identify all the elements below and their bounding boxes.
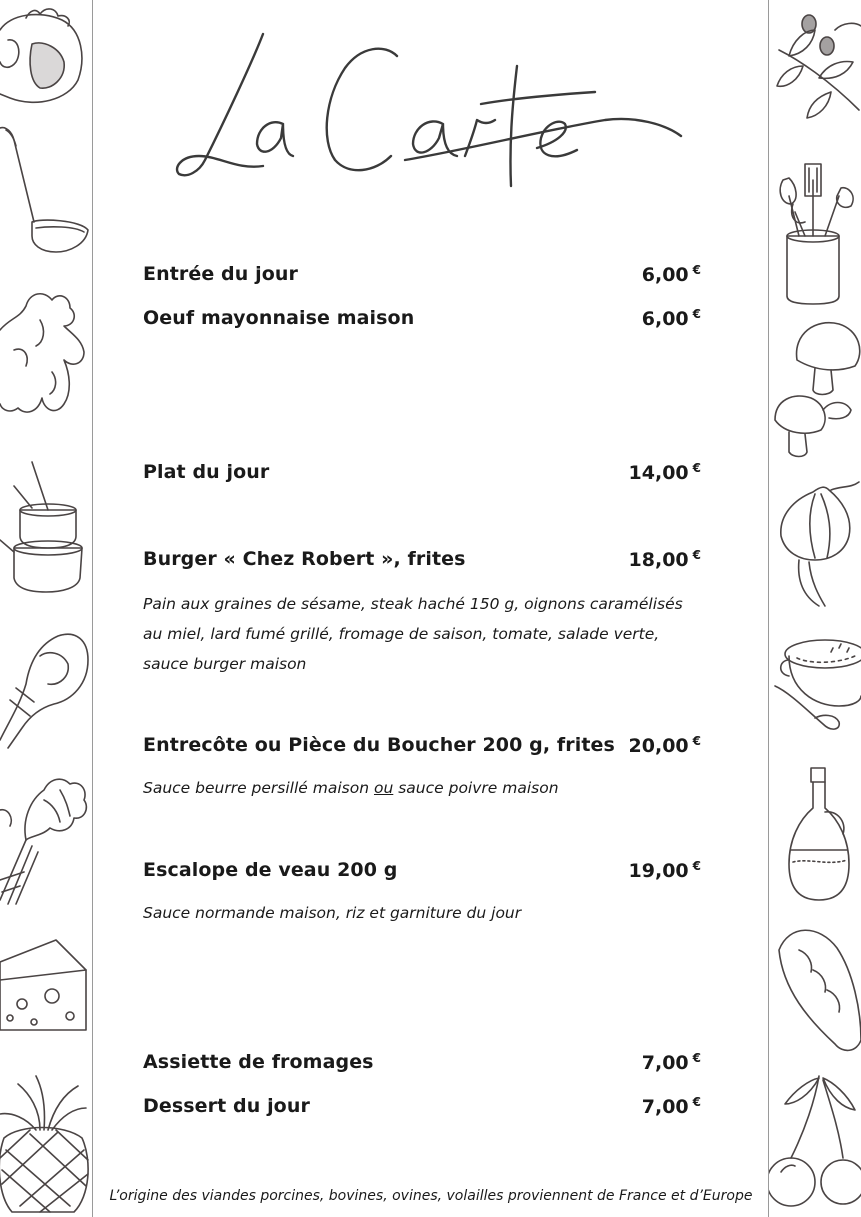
item-price: [629, 548, 701, 571]
left-illustration-rail: [0, 0, 92, 1217]
item-name: Escalope de veau 200 g: [143, 859, 398, 881]
item-price: [642, 307, 701, 330]
price-value: 18,00: [628, 549, 689, 571]
ladle-icon: [0, 128, 88, 252]
left-border-line: [92, 0, 93, 1217]
meat-chop-icon: [0, 634, 88, 748]
item-name: Plat du jour: [143, 461, 270, 483]
item-description: [143, 773, 723, 803]
oil-bottle-icon: [789, 768, 849, 900]
item-description: Sauce normande maison, riz et garniture du jour: [143, 904, 522, 922]
price-value: 7,00: [641, 1096, 689, 1118]
parsley-icon: [0, 779, 86, 904]
currency-symbol: €: [692, 1095, 701, 1109]
description-line: Pain aux graines de sésame, steak haché 150 g, oignons caramélisés: [143, 595, 683, 613]
origin-footnote: L’origine des viandes porcines, bovines, ovines, volailles proviennent de France et d’Europe: [109, 1188, 753, 1204]
price-value: 20,00: [628, 735, 689, 757]
price-value: 19,00: [628, 860, 689, 882]
item-price: [629, 461, 701, 484]
pineapple-icon: [0, 1076, 88, 1212]
currency-symbol: €: [692, 1051, 701, 1065]
description-underlined-word: ou: [373, 779, 394, 797]
right-border-line: [768, 0, 769, 1217]
price-value: 6,00: [641, 264, 689, 286]
olive-branch-icon: [777, 15, 861, 118]
price-value: 7,00: [641, 1052, 689, 1074]
title-script-lettering: [165, 20, 685, 200]
currency-symbol: €: [692, 548, 701, 562]
item-price: [629, 859, 701, 882]
item-price: [629, 734, 701, 757]
description-line: au miel, lard fumé grillé, fromage de saison, tomate, salade verte,: [143, 625, 660, 643]
item-description: [143, 589, 723, 679]
currency-symbol: €: [692, 263, 701, 277]
mushrooms-icon: [775, 323, 860, 457]
price-value: 6,00: [641, 308, 689, 330]
right-illustration-rail: [769, 0, 861, 1217]
currency-symbol: €: [692, 734, 701, 748]
item-price: [642, 1095, 701, 1118]
cherries-icon: [769, 1076, 861, 1206]
item-price: [642, 263, 701, 286]
garlic-icon: [781, 482, 859, 606]
currency-symbol: €: [692, 307, 701, 321]
ginger-icon: [0, 294, 84, 412]
item-name: Entrée du jour: [143, 263, 298, 285]
cooking-pots-icon: [0, 462, 82, 592]
cheese-icon: [0, 940, 86, 1030]
item-name: Entrecôte ou Pièce du Boucher 200 g, frites: [143, 734, 615, 756]
description-line: sauce burger maison: [143, 655, 307, 673]
currency-symbol: €: [692, 461, 701, 475]
bread-loaf-icon: [779, 930, 861, 1050]
description-text: Sauce beurre persillé maison: [143, 779, 374, 797]
description-text: sauce poivre maison: [393, 779, 559, 797]
item-name: Dessert du jour: [143, 1095, 310, 1117]
item-name: Burger « Chez Robert », frites: [143, 548, 466, 570]
tomato-icon: [0, 9, 82, 102]
currency-symbol: €: [692, 859, 701, 873]
item-price: [642, 1051, 701, 1074]
utensil-jar-icon: [780, 164, 853, 304]
item-name: Oeuf mayonnaise maison: [143, 307, 415, 329]
soup-bowl-icon: [775, 640, 861, 729]
price-value: 14,00: [628, 462, 689, 484]
item-name: Assiette de fromages: [143, 1051, 374, 1073]
